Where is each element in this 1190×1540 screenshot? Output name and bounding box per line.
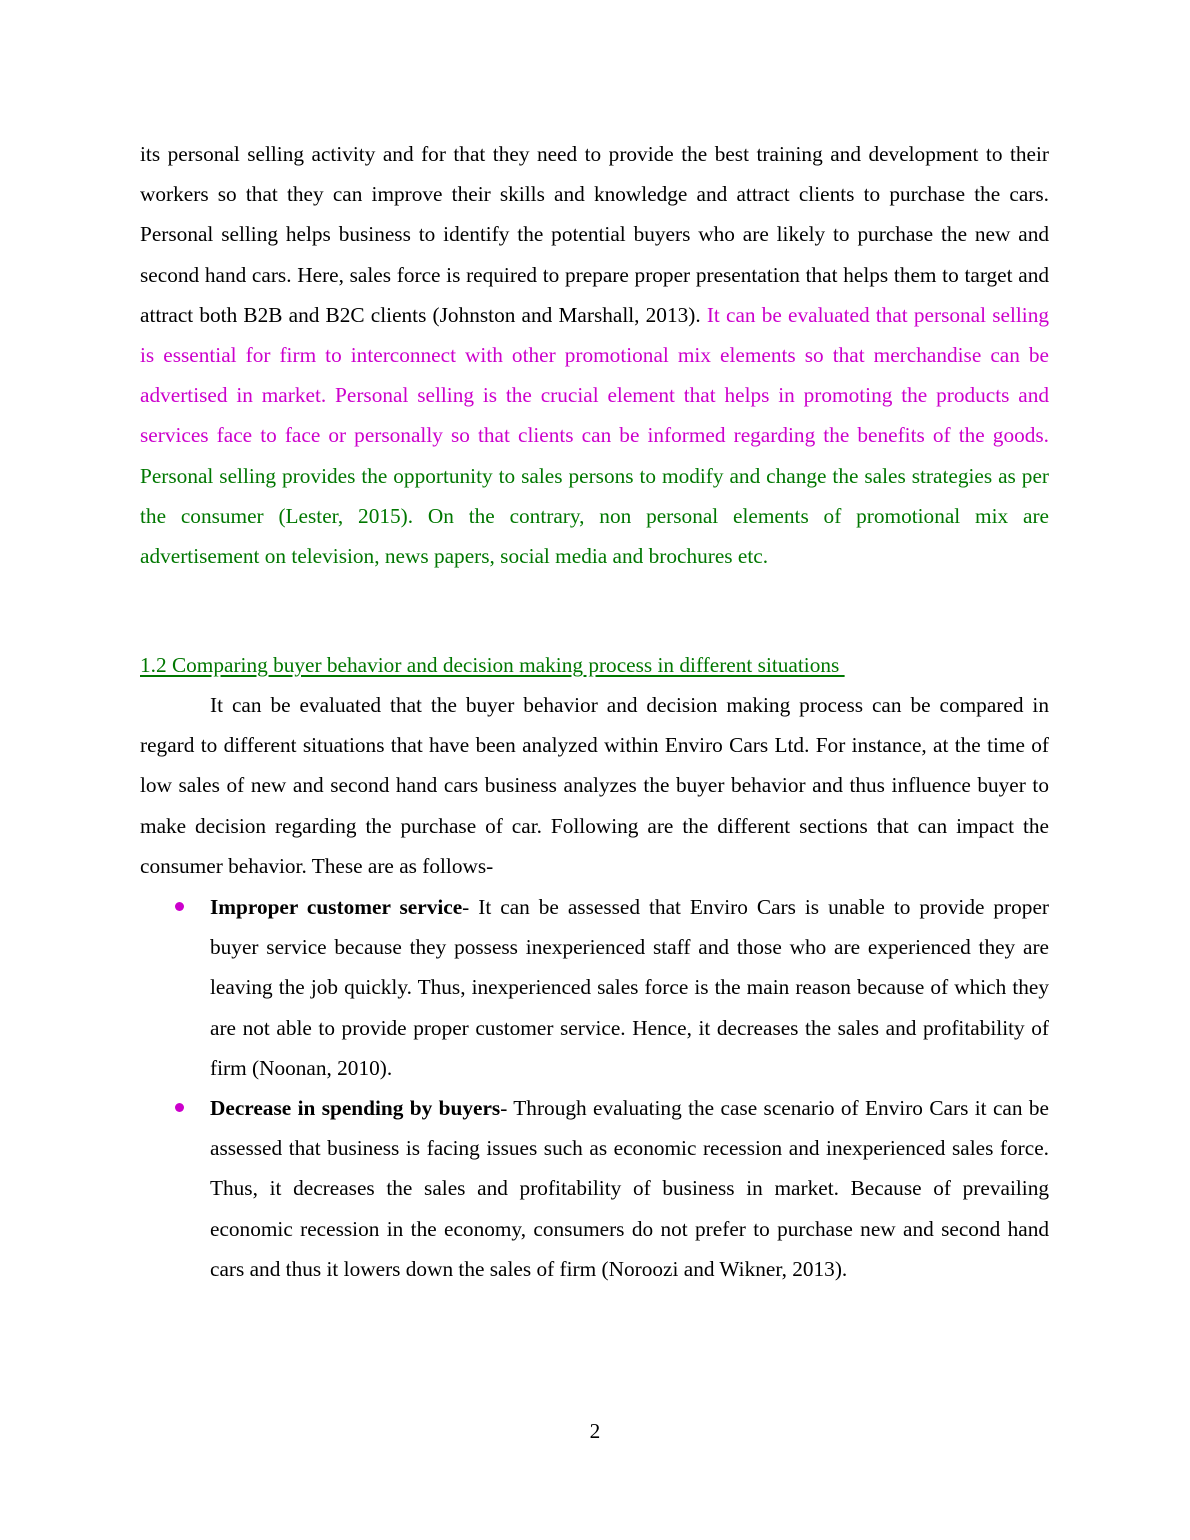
bullet-dot-icon: [175, 1103, 184, 1112]
bullet-item-decrease-spending: [140, 1088, 1049, 1289]
bullet-item-improper-service: [140, 887, 1049, 1088]
bullet-list: [140, 887, 1049, 1289]
paragraph-text-magenta: It can be evaluated that personal selling is essential for firm to interconnect with other promotional mix elements so that merchandise can be advertised in market. Personal selling is the crucial element that helps in promoting the products and services face to face or personally so that clients can be informed regarding the benefits of the goods.: [140, 302, 1049, 448]
paragraph-text-green: Personal selling provides the opportunity to sales persons to modify and change the sales strategies as per the consumer (Lester, 2015). On the contrary, non personal elements of promotional mix are advertisement on television, news papers, social media and brochures etc.: [140, 463, 1049, 569]
bullet-text: - Through evaluating the case scenario of Enviro Cars it can be assessed that business is facing issues such as economic recession and inexperienced sales force. Thus, it decreases the sales and profitability of business in market. Because of prevailing economic recession in the economy, consumers do not prefer to purchase new and second hand cars and thus it lowers down the sales of firm (Noroozi and Wikner, 2013).: [210, 1096, 1049, 1281]
paragraph-text-black: its personal selling activity and for that they need to provide the best training and development to their workers so that they can improve their skills and knowledge and attract clients to purchase the cars. Personal selling helps business to identify the potential buyers who are likely to purchase the new and second hand cars. Here, sales force is required to prepare proper presentation that helps them to target and attract both B2B and B2C clients (Johnston and Marshall, 2013).: [140, 142, 1049, 327]
page-number: 2: [589, 1419, 601, 1443]
bullet-text: - It can be assessed that Enviro Cars is unable to provide proper buyer service because they possess inexperienced staff and those who are experienced they are leaving the job quickly. Thus, inexperienced sales force is the main reason because of which they are not able to provide proper customer service. Hence, it decreases the sales and profitability of firm (Noonan, 2010).: [210, 895, 1049, 1080]
paragraph-personal-selling: [140, 134, 1049, 576]
bullet-title: Improper customer service: [210, 895, 463, 919]
bullet-dot-icon: [175, 902, 184, 911]
bullet-title: Decrease in spending by buyers: [210, 1096, 501, 1121]
section-heading: 1.2 Comparing buyer behavior and decision making process in different situations: [140, 653, 845, 677]
paragraph-buyer-behavior: It can be evaluated that the buyer behavior and decision making process can be compared in regard to different situations that have been analyzed within Enviro Cars Ltd. For instance, at the time of low sales of new and second hand cars business analyzes the buyer behavior and thus influence buyer to make decision regarding the purchase of car. Following are the different sections that can impact the consumer behavior. These are as follows-: [140, 693, 1049, 878]
